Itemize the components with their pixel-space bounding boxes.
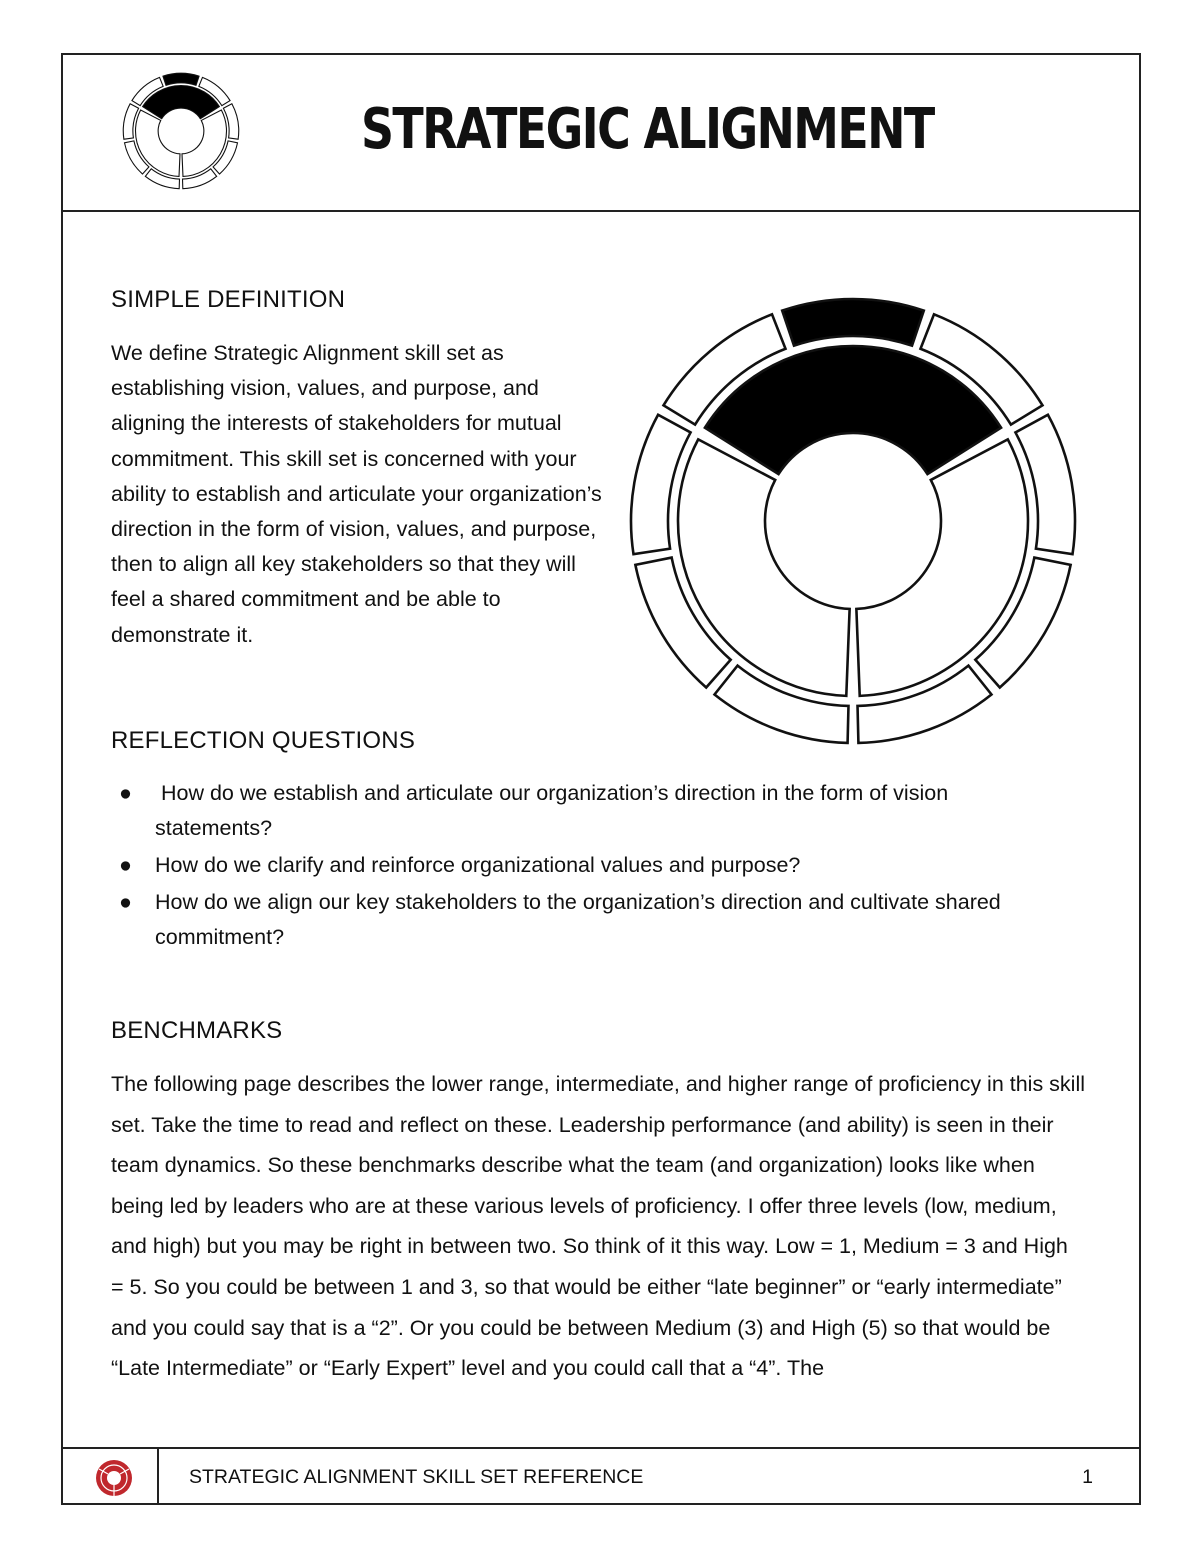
bullet-icon: ● — [119, 781, 132, 805]
definition-text: We define Strategic Alignment skill set as establishing vision, values, and purpose, and aligning the interests of stakeholders for mutual commitment. This skill set is concerned with your ability to establish and articulate your organization’s direction in the form of vision, values, and purpose, then to align all key stakeholders so that they will feel a shared commitment and be able to demonstrate it. — [111, 341, 602, 647]
page-title: STRATEGIC ALIGNMENT — [361, 97, 934, 162]
footer-divider — [157, 1449, 159, 1505]
reflection-question-list — [111, 776, 1071, 957]
wheel-outer-segment-active — [782, 299, 924, 346]
footer-logo-icon — [94, 1458, 134, 1498]
skill-wheel-diagram — [626, 294, 1080, 748]
wheel-outer-segment-active — [163, 73, 199, 85]
definition-heading: SIMPLE DEFINITION — [111, 286, 346, 313]
bullet-icon: ● — [119, 853, 132, 877]
question-text: How do we clarify and reinforce organizational values and purpose? — [155, 853, 801, 877]
reflection-heading: REFLECTION QUESTIONS — [111, 727, 416, 754]
skill-wheel-icon — [121, 71, 241, 191]
list-item — [111, 776, 1071, 846]
list-item — [111, 885, 1071, 955]
footer-label: STRATEGIC ALIGNMENT SKILL SET REFERENCE — [189, 1466, 644, 1488]
page-footer — [61, 1447, 1141, 1505]
question-text: How do we establish and articulate our organization’s direction in the form of vision statements? — [155, 781, 955, 840]
list-item — [111, 848, 1071, 883]
bullet-icon: ● — [119, 890, 132, 914]
question-text: How do we align our key stakeholders to the organization’s direction and cultivate shared commitment? — [155, 890, 1001, 949]
page-number: 1 — [1082, 1466, 1093, 1488]
benchmarks-text: The following page describes the lower range, intermediate, and higher range of proficiency in this skill set. Take the time to read and reflect on these. Leadership performance (and ability) is seen in their team dynamics. So these benchmarks describe what the team (and organization) looks like when being led by leaders who are at these various levels of proficiency. I offer three levels (low, medium, and high) but you may be right in between two. So think of it this way. Low = 1, Medium = 3 and High = 5. So you could be between 1 and 3, so that would be either “late beginner” or “early intermediate” and you could say that is a “2”. Or you could be between Medium (3) and High (5) so that would be “Late Intermediate” or “Early Expert” level and you could call that a “4”. The — [111, 1072, 1086, 1381]
page-header — [61, 53, 1141, 212]
benchmarks-heading: BENCHMARKS — [111, 1017, 283, 1044]
